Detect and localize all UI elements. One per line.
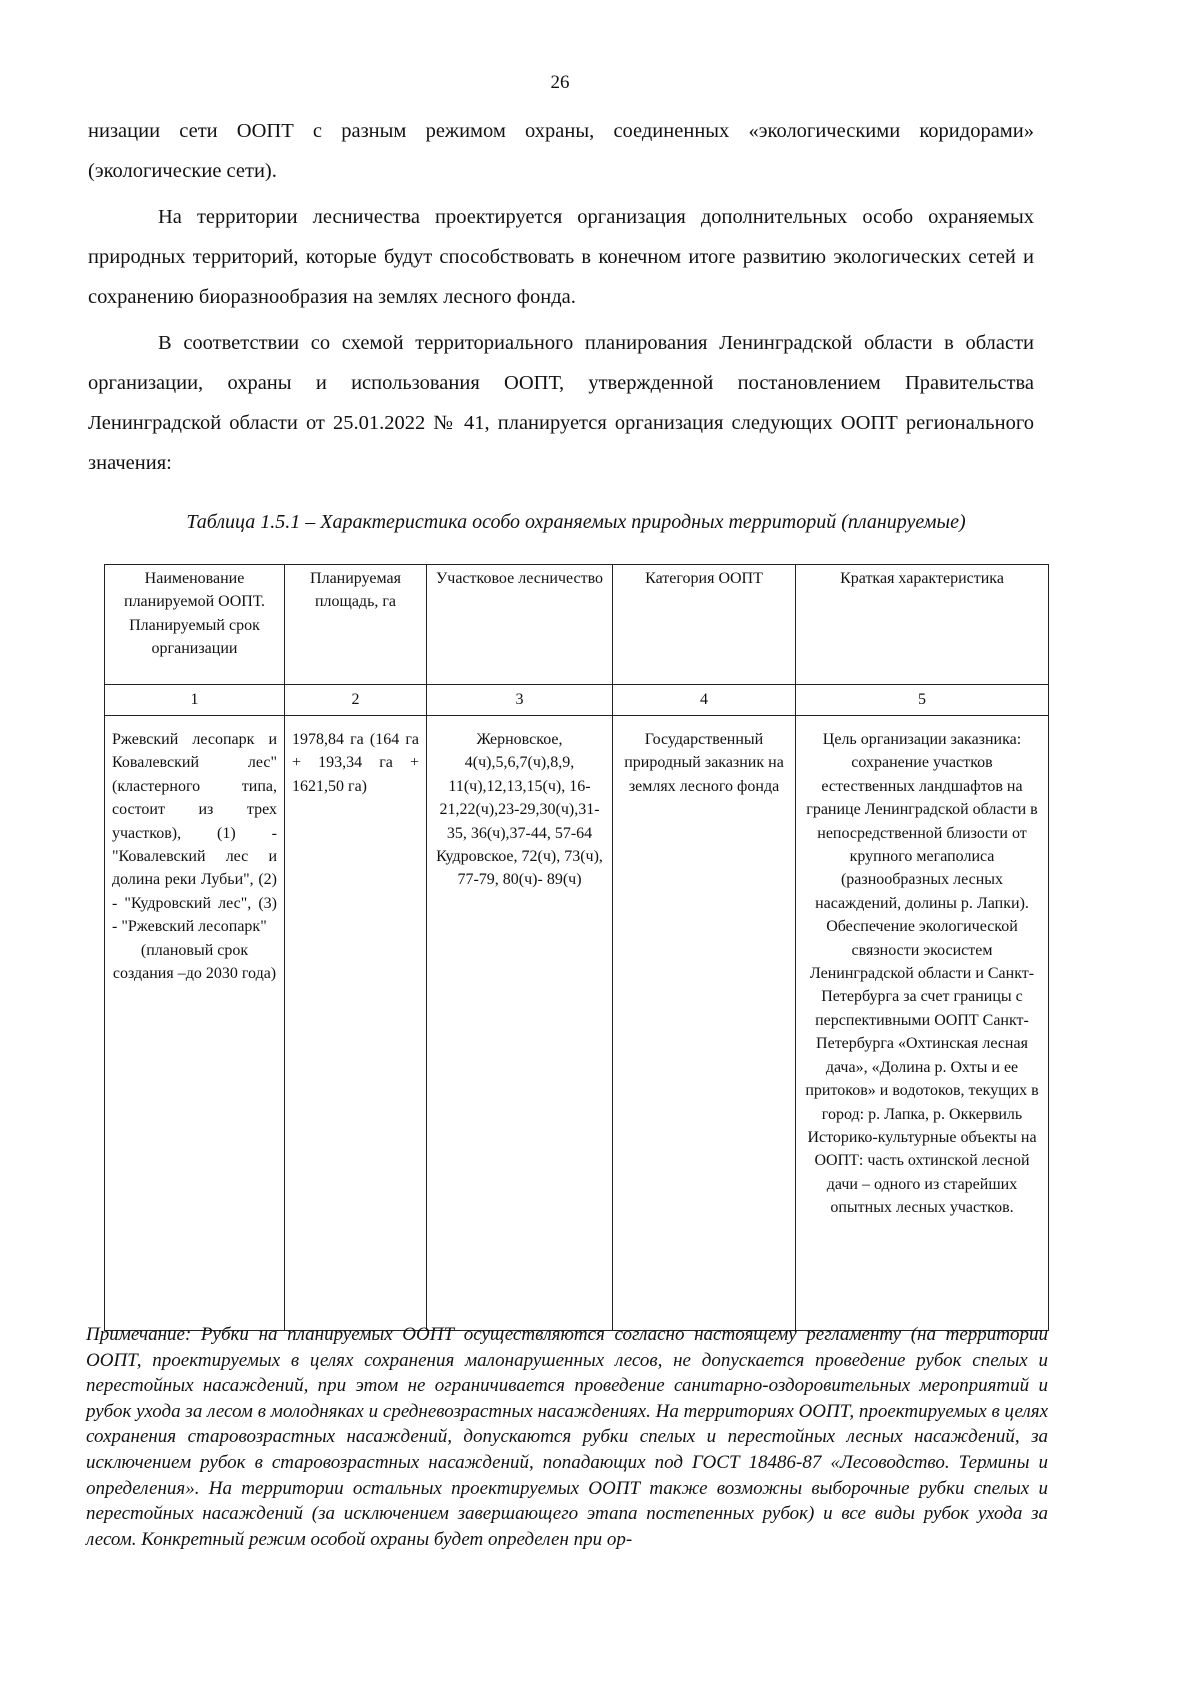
header-category: Категория ООПТ — [613, 565, 796, 685]
column-number: 1 — [105, 685, 285, 716]
column-number: 5 — [796, 685, 1049, 716]
header-forestry: Участковое лесничество — [427, 565, 613, 685]
paragraph-territorial-planning: В соответствии со схемой территориального планирования Ленинградской области в области организации, охраны и использования ООПТ, утвержденной постановлением Правительства Ленинградской области от 25.01.2022 № 41, планируется организация следующих ООПТ регионального значения: — [88, 332, 1034, 474]
header-description: Краткая характеристика — [796, 565, 1049, 685]
oopt-table — [104, 564, 1049, 1331]
column-number-row — [105, 685, 1049, 716]
column-number: 2 — [285, 685, 427, 716]
body-text — [88, 111, 1034, 489]
table-header-row — [105, 565, 1049, 685]
table-note: Примечание: Рубки на планируемых ООПТ осуществляются согласно настоящему регламенту (на территории ООПТ, проектируемых в целях сохранения малонарушенных лесов, не допускается проведение рубок спелых и перестойных насаждений, при этом не ограничивается проведение санитарно-оздоровительных мероприятий и рубок ухода за лесом в молодняках и средневозрастных насаждениях. На территориях ООПТ, проектируемых в целях сохранения старовозрастных насаждений, допускаются рубки спелых и перестойных лесных насаждений, за исключением рубок в старовозрастных насаждений, попадающих под ГОСТ 18486-87 «Лесоводство. Термины и определения». На территории остальных проектируемых ООПТ также возможны выборочные рубки спелых и перестойных насаждений (за исключением завершающего этапа постепенных рубок) и все виды рубок ухода за лесом. Конкретный режим особой охраны будет определен при ор- — [86, 1324, 1048, 1550]
cell-forestry: Жерновское, 4(ч),5,6,7(ч),8,9, 11(ч),12,13,15(ч), 16-21,22(ч),23-29,30(ч),31-35, 36(ч),37-44, 57-64 Кудровское, 72(ч), 73(ч), 77-79, 80(ч)- 89(ч) — [427, 716, 613, 1331]
header-name: Наименование планируемой ООПТ. Планируемый срок организации — [105, 565, 285, 685]
column-number: 4 — [613, 685, 796, 716]
oopt-name-text: Ржевский лесопарк и Ковалевский лес" (кластерного типа, состоит из трех участков), (1) - "Ковалевский лес и долина реки Лубьи", (2) - "Кудровский лес", (3) - "Ржевский лесопарк" — [112, 731, 277, 936]
paragraph-continuation: низации сети ООПТ с разным режимом охраны, соединенных «экологическими коридорами» (экологические сети). — [88, 120, 1034, 182]
cell-area: 1978,84 га (164 га + 193,34 га + 1621,50 га) — [285, 716, 427, 1331]
cell-category: Государственный природный заказник на землях лесного фонда — [613, 716, 796, 1331]
cell-description: Цель организации заказника: сохранение участков естественных ландшафтов на границе Ленинградской области в непосредственной близости от крупного мегаполиса (разнообразных лесных насаждений, долины р. Лапки). Обеспечение экологической связности экосистем Ленинградской области и Санкт-Петербурга за счет границы с перспективными ООПТ Санкт-Петербурга «Охтинская лесная дача», «Долина р. Охты и ее притоков» и водотоков, текущих в город: р. Лапка, р. Оккервиль Историко-культурные объекты на ООПТ: часть охтинской лесной дачи – одного из старейших опытных лесных участков. — [796, 716, 1049, 1331]
oopt-term-text: (плановый срок создания –до 2030 года) — [112, 941, 277, 983]
cell-oopt-name — [105, 716, 285, 1331]
column-number: 3 — [427, 685, 613, 716]
header-area: Планируемая площадь, га — [285, 565, 427, 685]
page-number: 26 — [550, 72, 570, 93]
paragraph-forestry-oopt: На территории лесничества проектируется организация дополнительных особо охраняемых природных территорий, которые будут способствовать в конечном итоге развитию экологических сетей и сохранению биоразнообразия на землях лесного фонда. — [88, 206, 1034, 308]
table-row — [105, 716, 1049, 1331]
table-caption: Таблица 1.5.1 – Характеристика особо охраняемых природных территорий (планируемые) — [186, 511, 966, 533]
